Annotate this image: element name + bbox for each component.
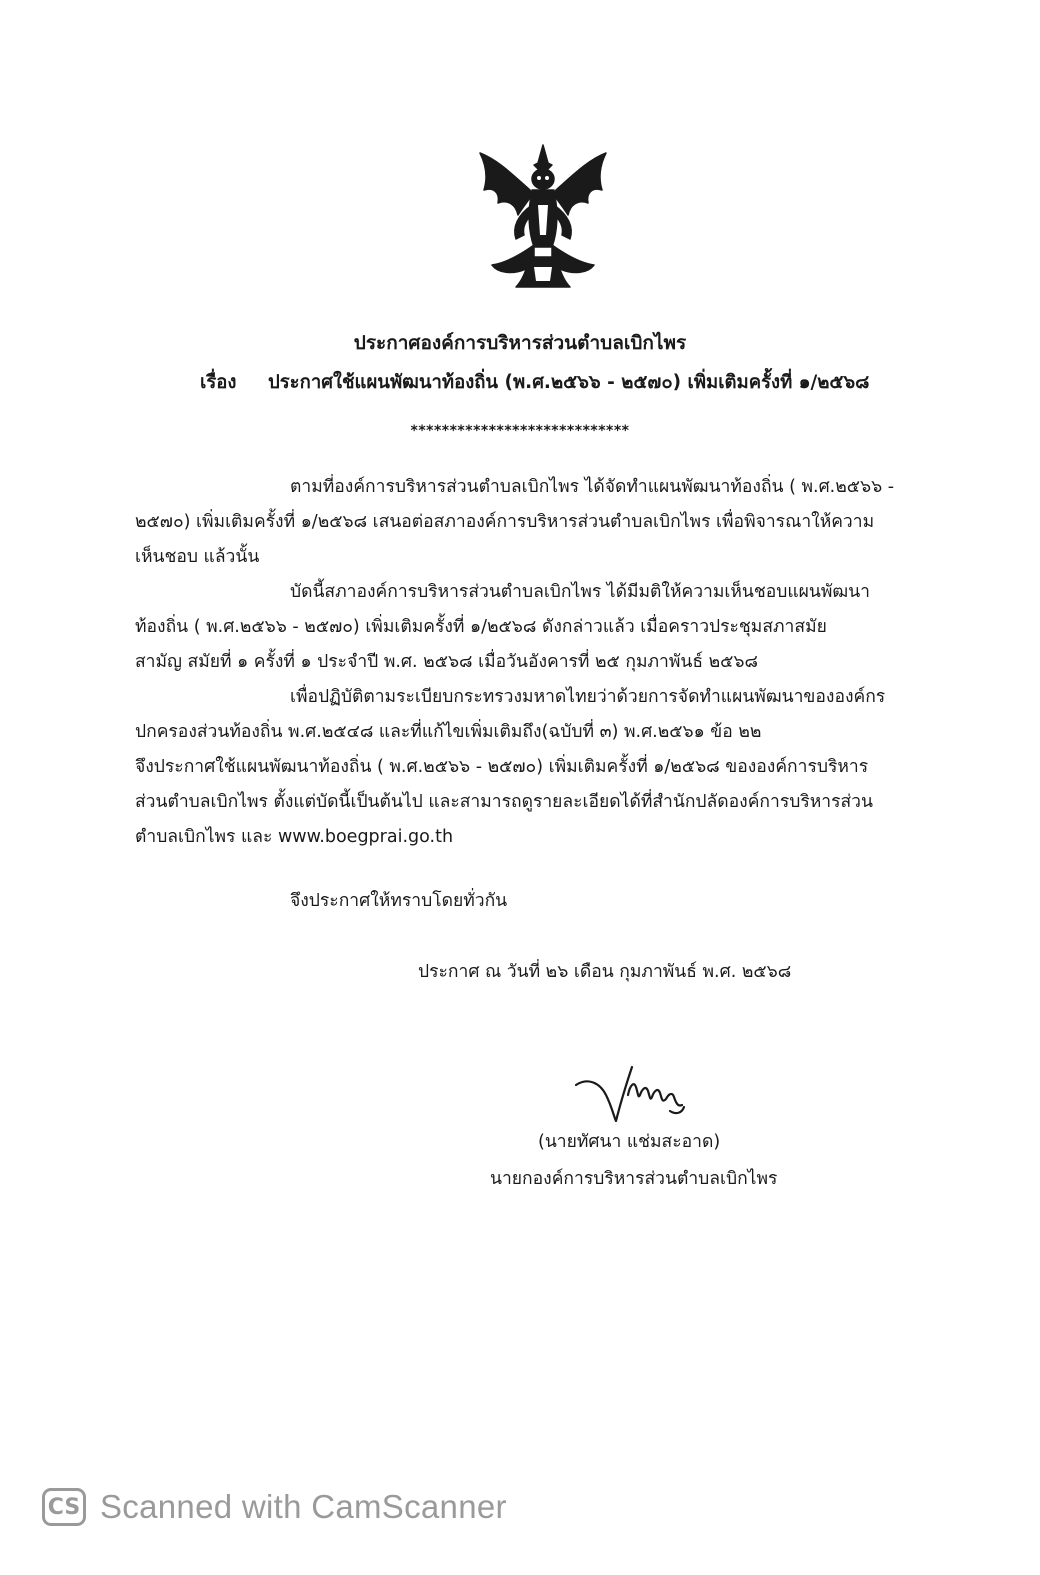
paragraph-line: จึงประกาศใช้แผนพัฒนาท้องถิ่น ( พ.ศ.๒๕๖๖ - ๒๕๗๐) เพิ่มเติมครั้งที่ ๑/๒๕๖๘ ขององค์การบริหาร xyxy=(135,757,869,777)
paragraph-line: สามัญ สมัยที่ ๑ ครั้งที่ ๑ ประจำปี พ.ศ. ๒๕๖๘ เมื่อวันอังคารที่ ๒๕ กุมภาพันธ์ ๒๕๖๘ xyxy=(135,652,758,672)
garuda-emblem-icon xyxy=(468,135,618,295)
signer-title: นายกองค์การบริหารส่วนตำบลเบิกไพร xyxy=(490,1169,778,1189)
subject-label: เรื่อง xyxy=(200,372,237,393)
camscanner-logo-icon: CS xyxy=(42,1488,86,1526)
handwritten-signature-icon xyxy=(568,1055,718,1130)
paragraph-3 xyxy=(135,680,920,855)
paragraph-line: ส่วนตำบลเบิกไพร ตั้งแต่บัดนี้เป็นต้นไป และสามารถดูรายละเอียดได้ที่สำนักปลัดองค์การบริหารส่วน xyxy=(135,792,873,812)
paragraph-2 xyxy=(135,575,920,680)
signer-name: (นายทัศนา แช่มสะอาด) xyxy=(538,1132,721,1152)
paragraph-line: ท้องถิ่น ( พ.ศ.๒๕๖๖ - ๒๕๗๐) เพิ่มเติมครั้งที่ ๑/๒๕๖๘ ดังกล่าวแล้ว เมื่อคราวประชุมสภาสมัย xyxy=(135,617,827,637)
paragraph-line: ปกครองส่วนท้องถิ่น พ.ศ.๒๕๔๘ และที่แก้ไขเพิ่มเติมถึง(ฉบับที่ ๓) พ.ศ.๒๕๖๑ ข้อ ๒๒ xyxy=(135,722,762,742)
subject-line xyxy=(200,370,920,396)
announcement-date: ประกาศ ณ วันที่ ๒๖ เดือน กุมภาพันธ์ พ.ศ. ๒๕๖๘ xyxy=(418,962,792,982)
paragraph-1 xyxy=(135,470,920,575)
paragraph-line: ตามที่องค์การบริหารส่วนตำบลเบิกไพร ได้จัดทำแผนพัฒนาท้องถิ่น ( พ.ศ.๒๕๖๖ - xyxy=(290,477,895,497)
paragraph-line: บัดนี้สภาองค์การบริหารส่วนตำบลเบิกไพร ได้มีมติให้ความเห็นชอบแผนพัฒนา xyxy=(290,582,870,602)
asterisk-separator: **************************** xyxy=(410,423,630,439)
paragraph-line: เห็นชอบ แล้วนั้น xyxy=(135,547,260,567)
paragraph-line: เพื่อปฏิบัติตามระเบียบกระทรวงมหาดไทยว่าด้วยการจัดทำแผนพัฒนาขององค์กร xyxy=(290,687,886,707)
subject-text: ประกาศใช้แผนพัฒนาท้องถิ่น (พ.ศ.๒๕๖๖ - ๒๕๗๐) เพิ่มเติมครั้งที่ ๑/๒๕๖๘ xyxy=(268,372,870,393)
announcement-heading: ประกาศองค์การบริหารส่วนตำบลเบิกไพร xyxy=(353,332,687,354)
paragraph-line: ตำบลเบิกไพร และ www.boegprai.go.th xyxy=(135,827,454,847)
closing-statement: จึงประกาศให้ทราบโดยทั่วกัน xyxy=(290,891,508,911)
paragraph-line: ๒๕๗๐) เพิ่มเติมครั้งที่ ๑/๒๕๖๘ เสนอต่อสภาองค์การบริหารส่วนตำบลเบิกไพร เพื่อพิจารณาให้ความ xyxy=(135,512,875,532)
scanner-watermark xyxy=(42,1484,507,1530)
watermark-text: Scanned with CamScanner xyxy=(100,1488,507,1525)
